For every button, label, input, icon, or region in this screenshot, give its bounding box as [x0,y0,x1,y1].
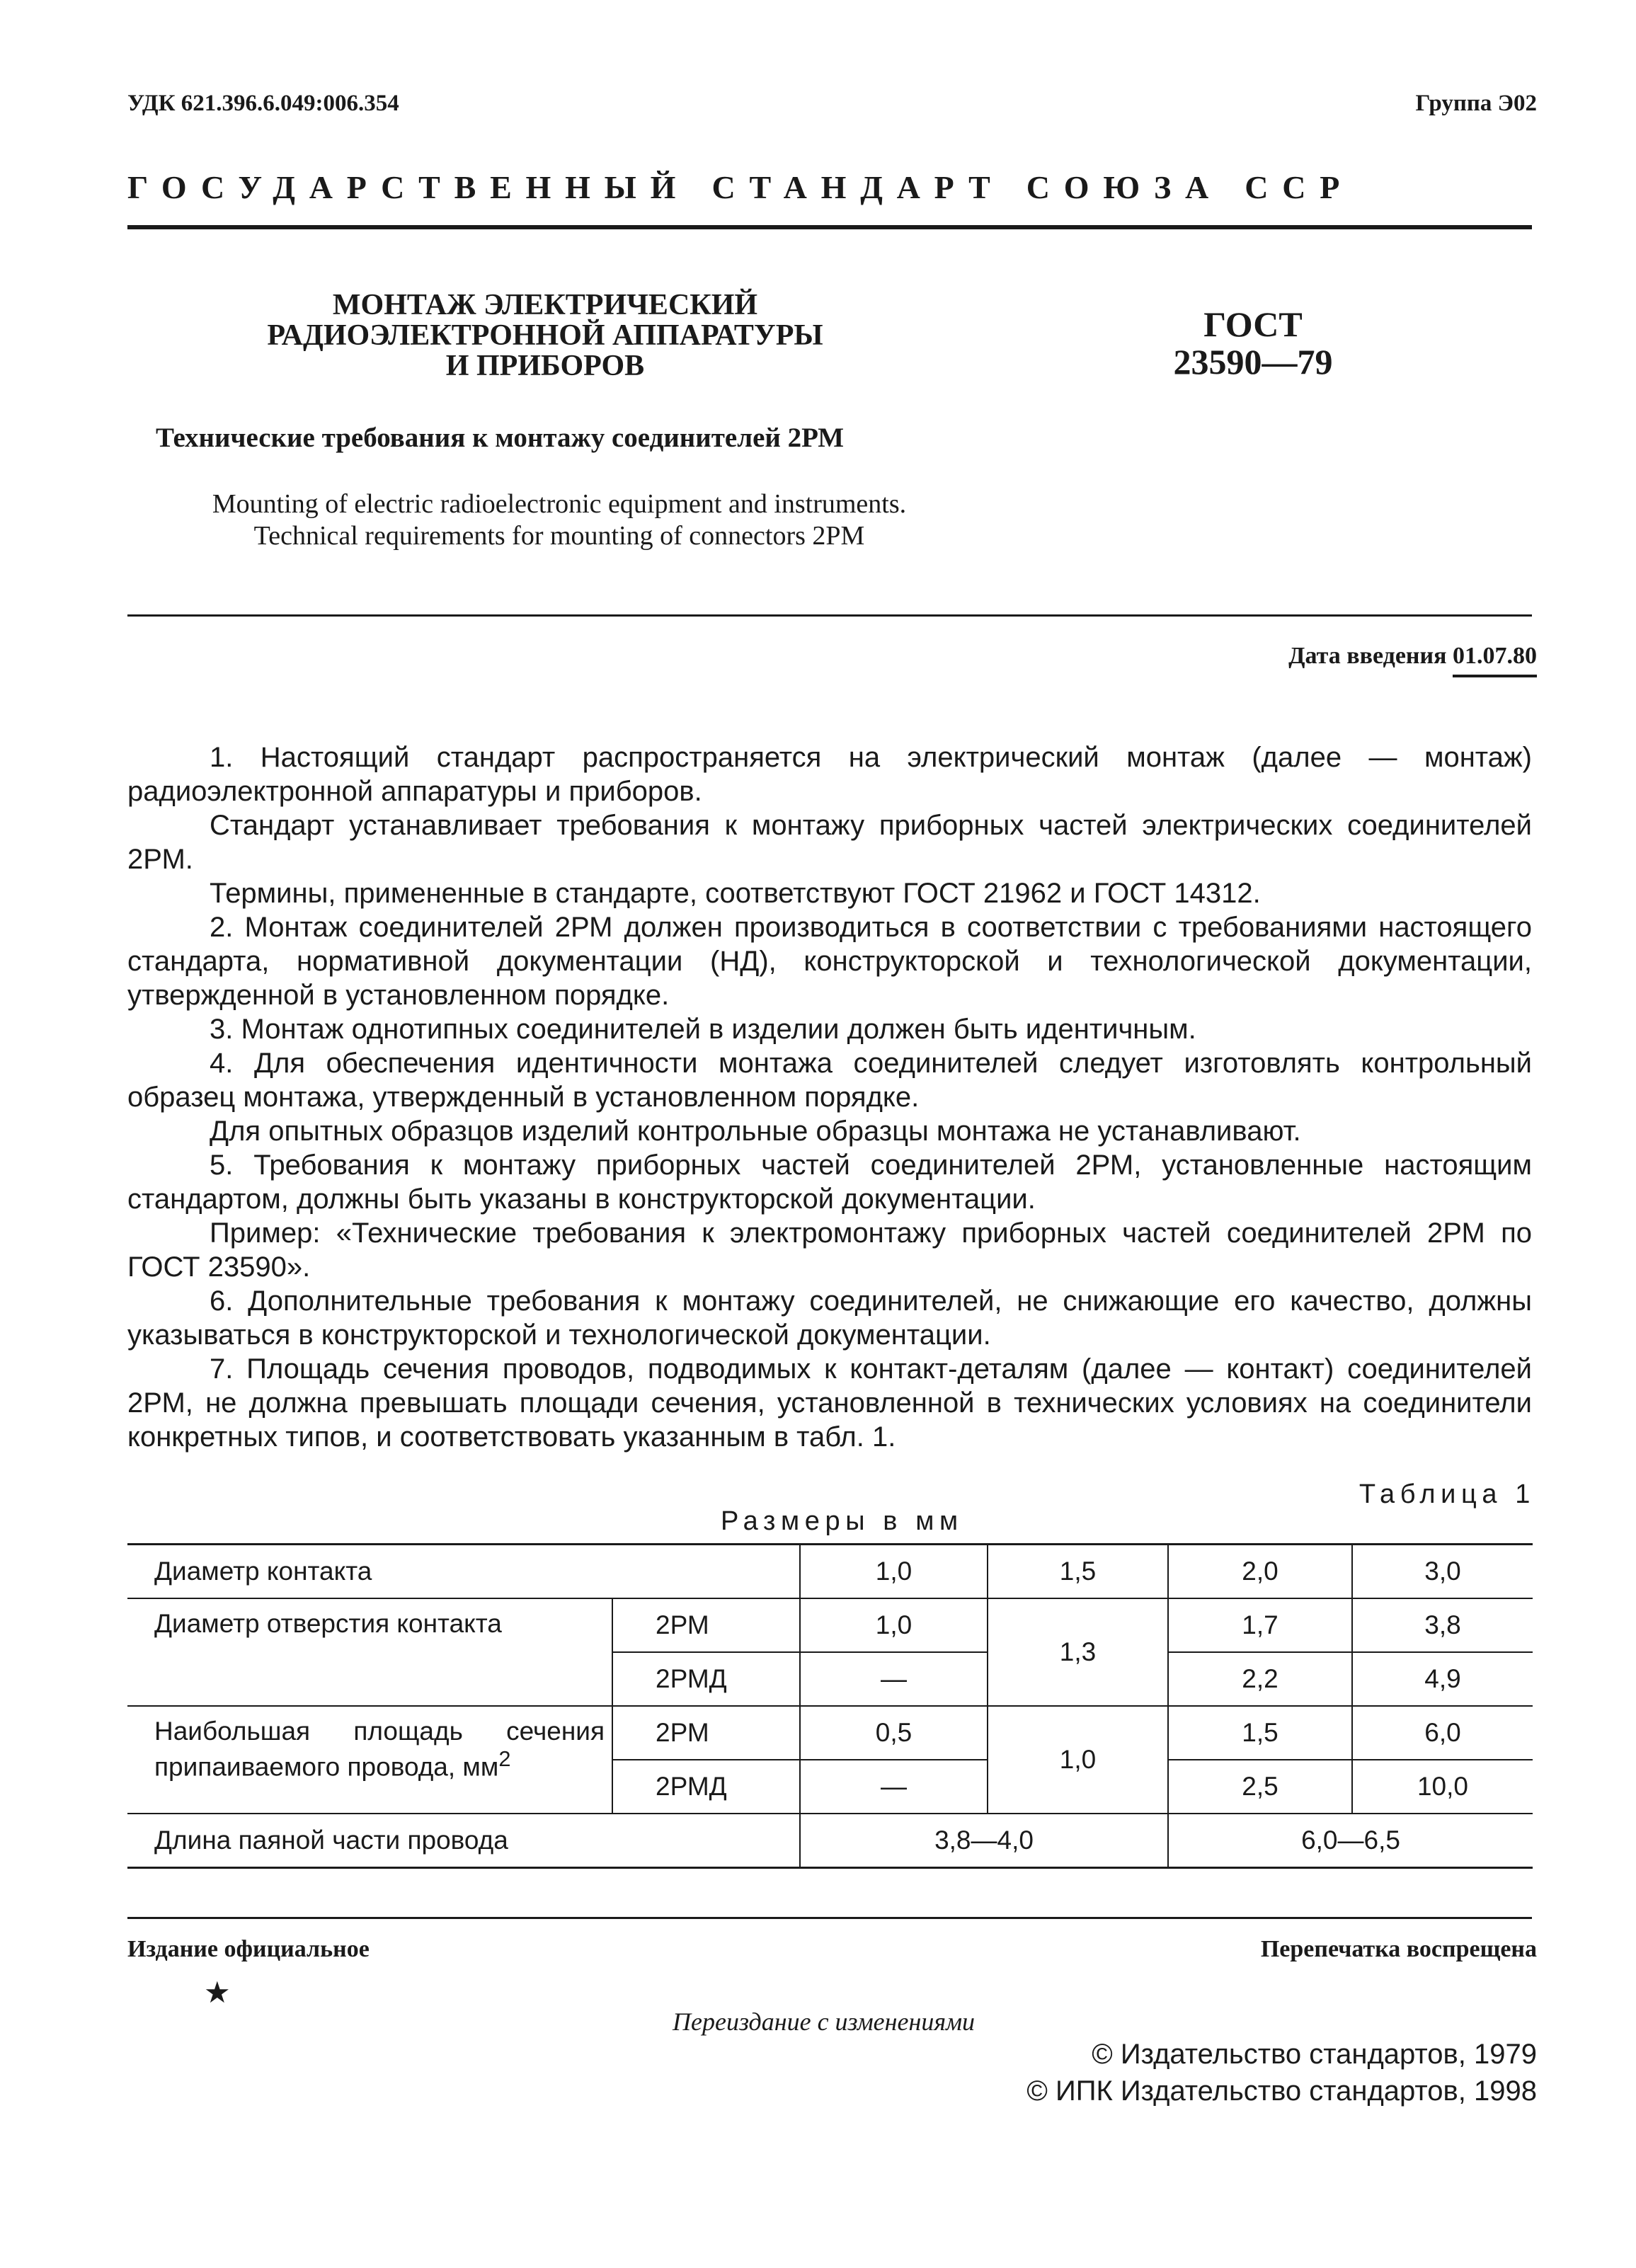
star-icon: ★ [204,1977,231,2010]
table-cell: 6,0—6,5 [1168,1814,1533,1868]
gost-designation [1147,306,1359,381]
paragraph: Для опытных образцов изделий контрольные образцы монтажа не устанавливают. [210,1116,1301,1147]
table-cell: — [800,1652,988,1706]
udk-code: УДК 621.396.6.049:006.354 [127,91,399,116]
title-line: РАДИОЭЛЕКТРОННОЙ АППАРАТУРЫ [267,319,823,352]
table-cell: 4,9 [1352,1652,1533,1706]
paragraph: 2. Монтаж соединителей 2РМ должен производиться в соответствии с требованиями настоящего стандарта, нормативной документации (НД), конструкторской и технологической документации, утвержденной в установленном порядке. [127,912,1532,1011]
paragraph: 7. Площадь сечения проводов, подводимых к контакт-деталям (далее — контакт) соединителей 2РМ, не должна превышать площади сечения, установленной в технических условиях на соединители конкретных типов, и соответствовать указанным в табл. 1. [127,1353,1532,1453]
table-cell-label: Диаметр контакта [127,1545,800,1599]
title-line: И ПРИБОРОВ [445,349,645,382]
table-cell: 2,0 [1168,1545,1352,1599]
table-cell-connector: 2РМД [612,1652,800,1706]
header-bottom-rule [127,614,1532,617]
table-cell: 3,0 [1352,1545,1533,1599]
table-cell-label: Диаметр отверстия контакта [127,1598,612,1706]
table-row [127,1706,1533,1760]
subtitle-russian: Технические требования к монтажу соединителей 2РМ [156,423,845,453]
table-cell-connector: 2РМ [612,1706,800,1760]
table-caption: Таблица 1 [1358,1479,1535,1509]
subtitle-english [135,488,984,552]
table-row [127,1598,1533,1652]
table-cell: 10,0 [1352,1760,1533,1814]
table-cell: 1,7 [1168,1598,1352,1652]
table-cell: 1,3 [988,1598,1168,1706]
table-cell: 1,0 [800,1545,988,1599]
paragraph: Стандарт устанавливает требования к монтажу приборных частей электрических соединителей 2РМ. [127,810,1532,875]
table-cell: 1,5 [988,1545,1168,1599]
gost-number: 23590—79 [1173,342,1333,382]
table-units: Размеры в мм [721,1506,963,1536]
table-cell: 3,8 [1352,1598,1533,1652]
group-code: Группа Э02 [1415,91,1537,116]
table-cell-label [127,1706,612,1814]
gost-label: ГОСТ [1203,304,1303,344]
reprint-ban-note: Перепечатка воспрещена [1260,1936,1537,1962]
table-cell: 2,2 [1168,1652,1352,1706]
state-standard-title: ГОСУДАРСТВЕННЫЙ СТАНДАРТ СОЮЗА ССР [127,169,1354,205]
area-unit-superscript: 2 [498,1746,511,1771]
table-cell-label: Длина паяной части провода [127,1814,800,1868]
table-cell: 2,5 [1168,1760,1352,1814]
paragraph: 5. Требования к монтажу приборных частей соединителей 2РМ, установленные настоящим стандартом, должны быть указаны в конструкторской документации. [127,1150,1532,1215]
table-cell: 1,5 [1168,1706,1352,1760]
top-rule [127,225,1532,229]
table-cell: 0,5 [800,1706,988,1760]
paragraph: Пример: «Технические требования к электромонтажу приборных частей соединителей 2РМ по ГОСТ 23590». [127,1218,1532,1283]
body-text [127,740,1532,1454]
paragraph: Термины, примененные в стандарте, соответствуют ГОСТ 21962 и ГОСТ 14312. [210,878,1261,909]
area-label-text: Наибольшая площадь сечения припаиваемого провода, мм [154,1717,605,1782]
paragraph: 6. Дополнительные требования к монтажу соединителей, не снижающие его качество, должны указываться в конструкторской и технологической документации. [127,1285,1532,1351]
copyright-1998: © ИПК Издательство стандартов, 1998 [1026,2075,1537,2107]
title-line: МОНТАЖ ЭЛЕКТРИЧЕСКИЙ [332,289,758,321]
dimensions-table [127,1543,1533,1869]
introduction-date [1288,643,1537,670]
paragraph: 4. Для обеспечения идентичности монтажа соединителей следует изготовлять контрольный образец монтажа, утвержденный в установленном порядке. [127,1048,1532,1113]
paragraph: 3. Монтаж однотипных соединителей в изделии должен быть идентичным. [210,1014,1196,1045]
table-cell: 3,8—4,0 [800,1814,1168,1868]
copyright-1979: © Издательство стандартов, 1979 [1092,2039,1537,2070]
table-cell-connector: 2РМ [612,1598,800,1652]
official-edition-note: Издание официальное [127,1936,370,1962]
table-cell: — [800,1760,988,1814]
subtitle-english-line: Technical requirements for mounting of connectors 2PM [253,520,865,551]
table-cell: 1,0 [800,1598,988,1652]
table-cell: 6,0 [1352,1706,1533,1760]
reissue-note: Переиздание с изменениями [673,2008,976,2036]
introduction-date-value: 01.07.80 [1453,643,1537,677]
table-row [127,1545,1533,1599]
table-cell: 1,0 [988,1706,1168,1814]
document-title [191,290,899,381]
footer-rule [127,1917,1532,1919]
introduction-date-label: Дата введения [1288,643,1447,669]
paragraph: 1. Настоящий стандарт распространяется на электрический монтаж (далее — монтаж) радиоэлектронной аппаратуры и приборов. [127,742,1532,807]
subtitle-english-line: Mounting of electric radioelectronic equipment and instruments. [212,489,907,519]
table-row [127,1814,1533,1868]
table-cell-connector: 2РМД [612,1760,800,1814]
